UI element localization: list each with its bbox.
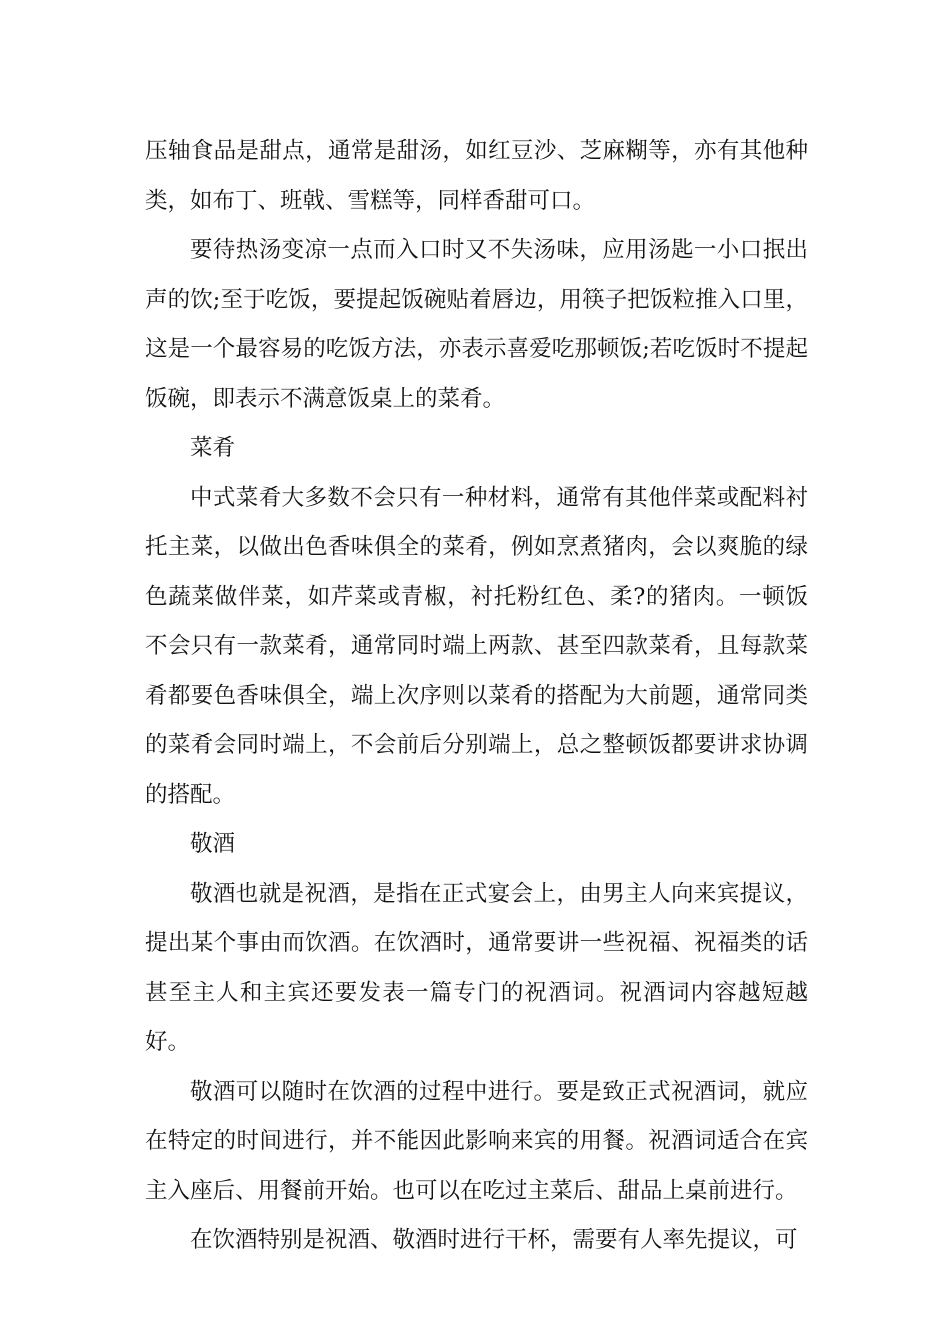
- section-heading-dishes: 菜肴: [190, 435, 236, 461]
- paragraph-toast-timing: 敬酒可以随时在饮酒的过程中进行。要是致正式祝酒词，就应在特定的时间进行，并不能因此影响来宾的用餐。祝酒词适合在宾主入座后、用餐前开始。也可以在吃过主菜后、甜品上桌前进行。: [145, 1078, 808, 1204]
- paragraph-dessert: 压轴食品是甜点，通常是甜汤，如红豆沙、芝麻糊等，亦有其他种类，如布丁、班戟、雪糕等，同样香甜可口。: [145, 138, 808, 214]
- document-body: [145, 127, 808, 1266]
- section-heading-toast: 敬酒: [190, 831, 236, 857]
- paragraph-cheers: 在饮酒特别是祝酒、敬酒时进行干杯，需要有人率先提议，可: [190, 1227, 798, 1253]
- paragraph-dishes: 中式菜肴大多数不会只有一种材料，通常有其他伴菜或配料衬托主菜，以做出色香味俱全的菜肴，例如烹煮猪肉，会以爽脆的绿色蔬菜做伴菜，如芹菜或青椒，衬托粉红色、柔?的猪肉。一顿饭不会只有一款菜肴，通常同时端上两款、甚至四款菜肴，且每款菜肴都要色香味俱全，端上次序则以菜肴的搭配为大前题，通常同类的菜肴会同时端上，不会前后分别端上，总之整顿饭都要讲求协调的搭配。: [145, 484, 808, 808]
- paragraph-toast-definition: 敬酒也就是祝酒，是指在正式宴会上，由男主人向来宾提议，提出某个事由而饮酒。在饮酒时，通常要讲一些祝福、祝福类的话甚至主人和主宾还要发表一篇专门的祝酒词。祝酒词内容越短越好。: [145, 880, 808, 1055]
- paragraph-soup-and-rice: 要待热汤变凉一点而入口时又不失汤味，应用汤匙一小口抿出声的饮;至于吃饭，要提起饭碗贴着唇边，用筷子把饭粒推入口里，这是一个最容易的吃饭方法，亦表示喜爱吃那顿饭;若吃饭时不提起饭碗，即表示不满意饭桌上的菜肴。: [145, 237, 808, 412]
